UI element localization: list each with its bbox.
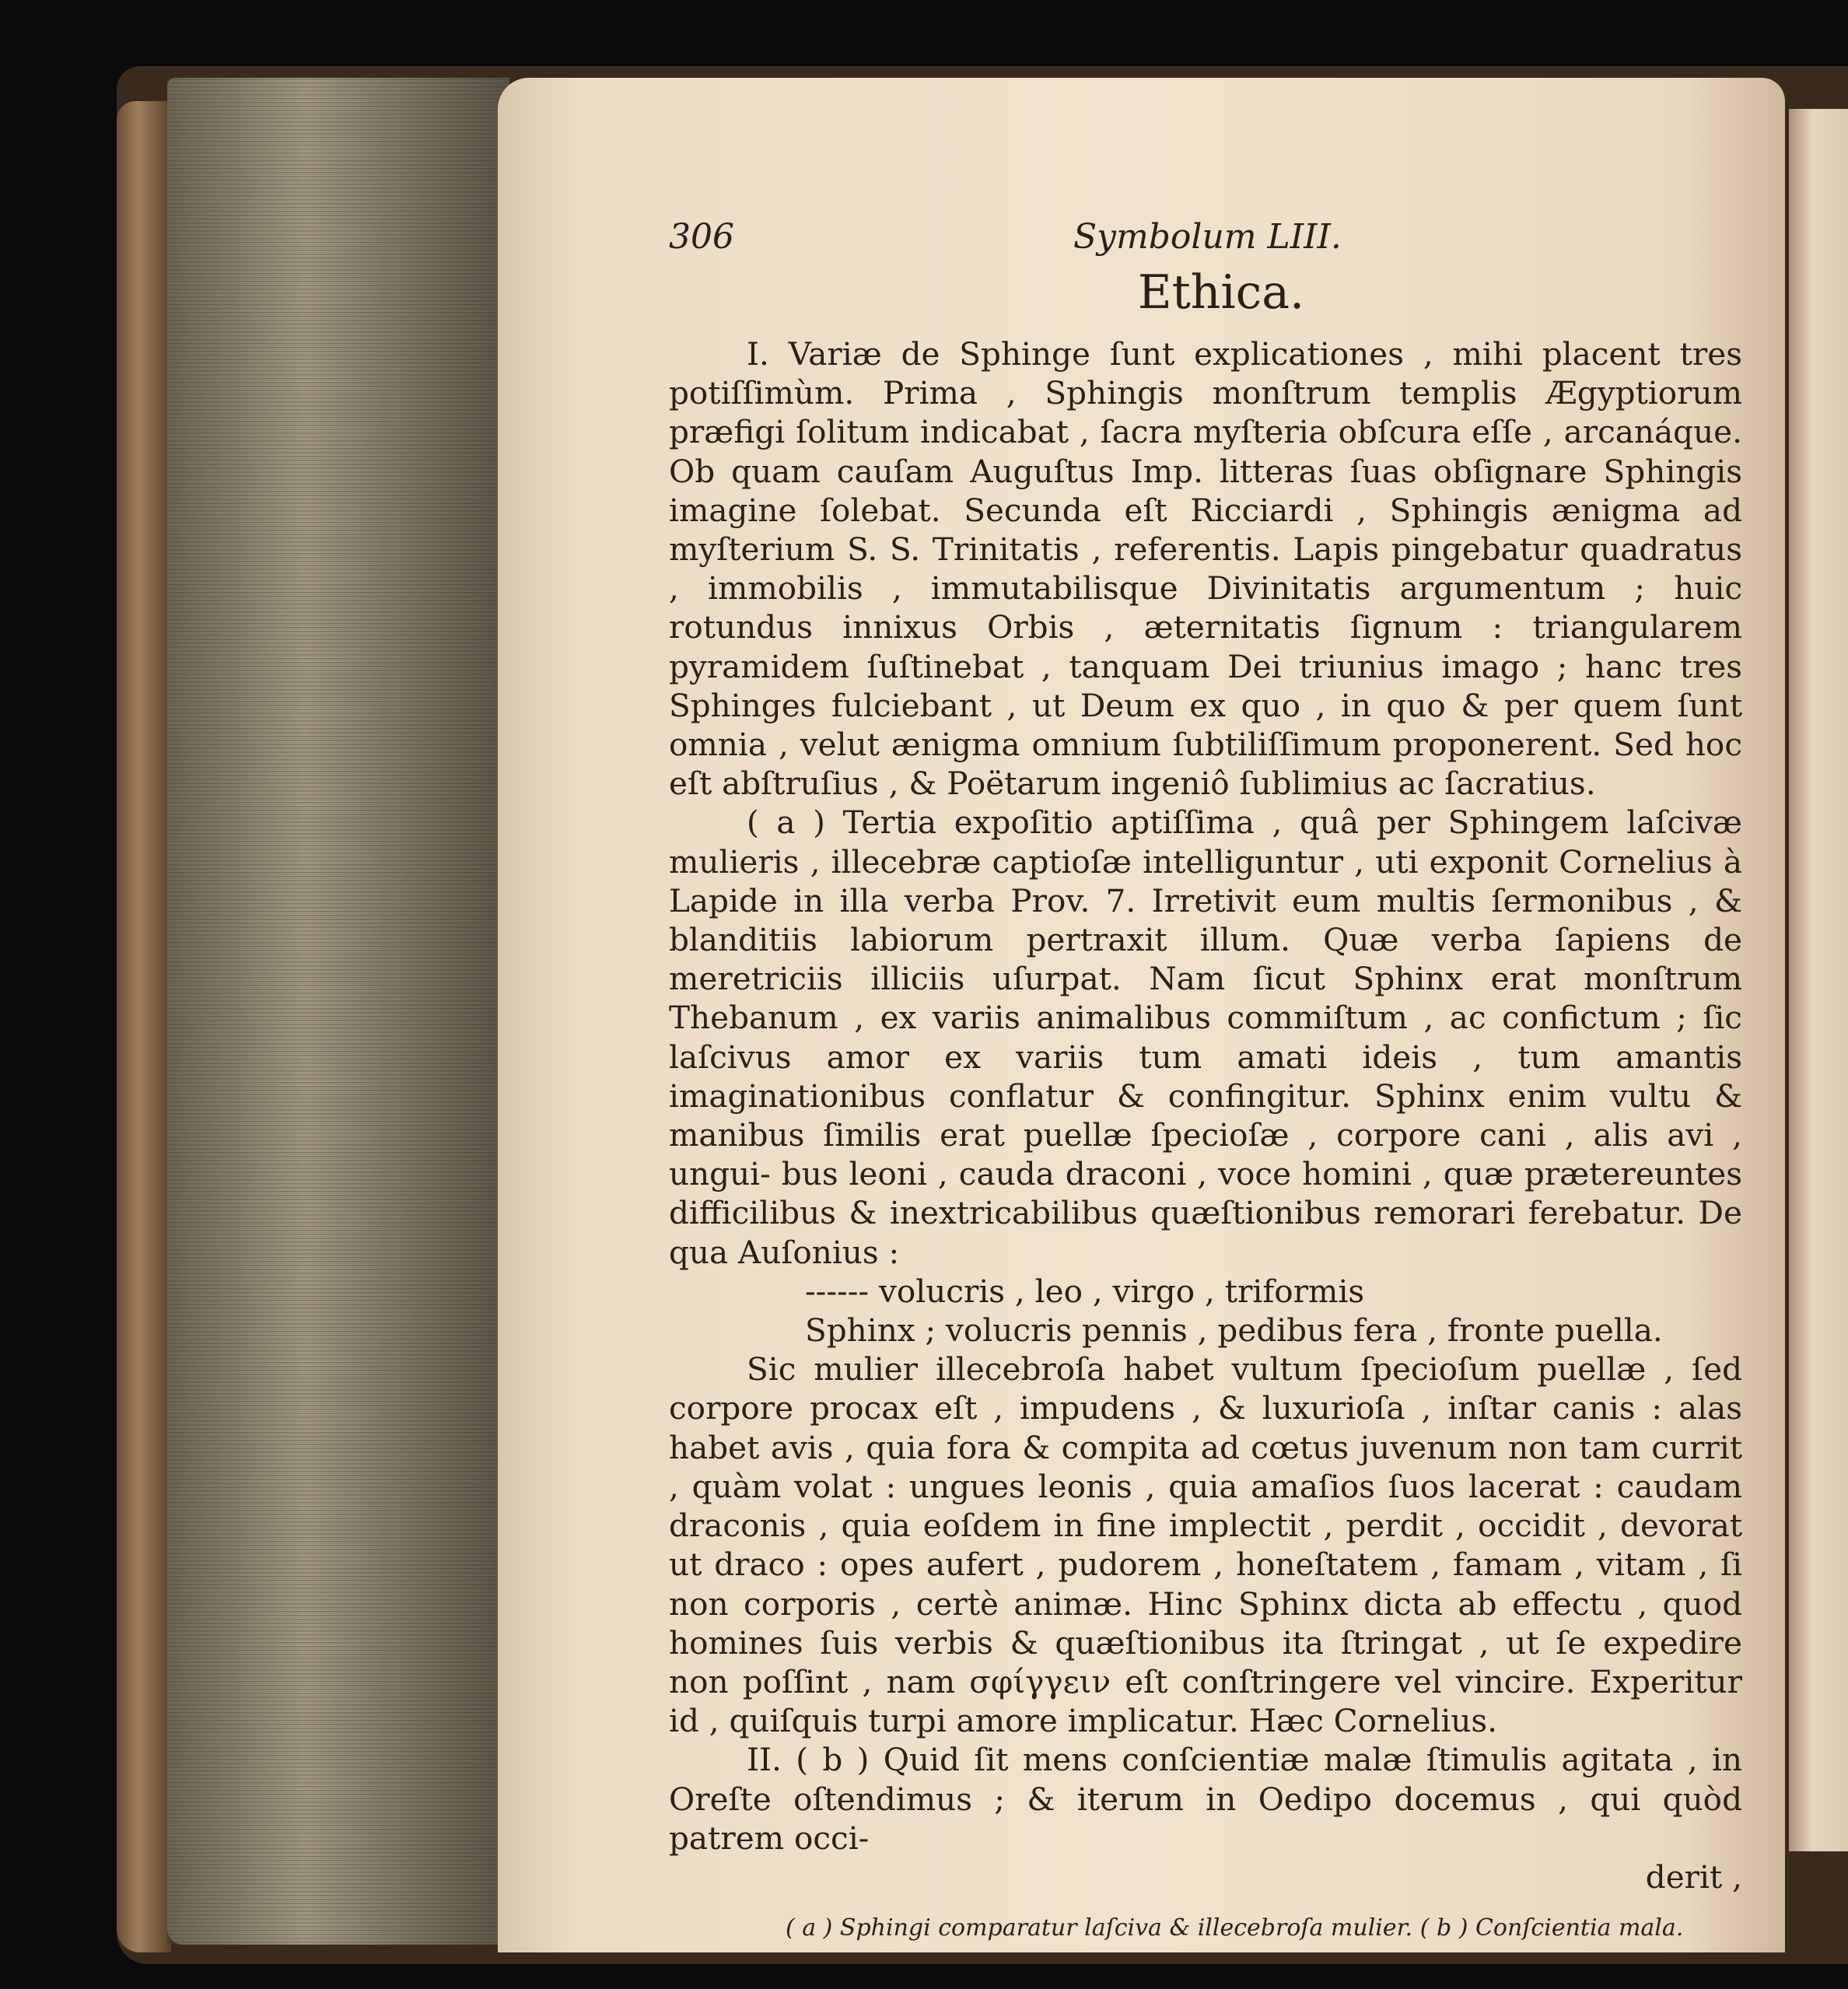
paragraph-1: I. Variæ de Sphinge ſunt explicationes , mihi placent tres potiſſimùm. Prima , Sphingis monſtrum templis Ægyptiorum præfigi ſolitum indicabat , ſacra myſteria obſcura eſſe , arcanáque. Ob quam cauſam Auguſtus Imp. litteras ſuas obſignare Sphingis imagine ſolebat. Secunda eſt Ricciardi , Sphingis ænigma ad myſterium S. S. Trinitatis , referentis. Lapis pingebatur quadratus , immobilis , immutabilisque Divinitatis argumentum ; huic rotundus innixus Orbis , æternitatis ſignum : triangularem pyramidem ſuſtinebat , tanquam Dei triunius imago ; hanc tres Sphinges fulciebant , ut Deum ex quo , in quo & per quem ſunt omnia , velut ænigma omnium ſubtiliſſimum proponerent. Sed hoc eſt abſtruſius , & Poëtarum ingeniô ſublimius ac ſacratius. — [669, 335, 1742, 803]
paragraph-3: Sic mulier illecebroſa habet vultum ſpecioſum puellæ , ſed corpore procax eſt , impudens , & luxurioſa , inſtar canis : alas habet avis , quia fora & compita ad cœtus juvenum non tam currit , quàm volat : ungues leonis , quia amaſios ſuos lacerat : caudam draconis , quia eoſdem in fine implectit , perdit , occidit , devorat ut draco : opes aufert , pudorem , honeſtatem , famam , vitam , ſi non corporis , certè animæ. Hinc Sphinx dicta ab effectu , quod homines ſuis verbis & quæſtionibus ita ſtringat , ut ſe expedire non poſſint , nam σφίγγειν eſt conſtringere vel vincire. Experitur id , quiſquis turpi amore implicatur. Hæc Cornelius. — [669, 1350, 1742, 1740]
running-head: Symbolum LIII. — [1073, 217, 1342, 257]
paragraph-4: II. ( b ) Quid ſit mens conſcientiæ malæ ſtimulis agitata , in Oreſte oſtendimus ; & iterum in Oedipo docemus , qui quòd patrem occi- — [669, 1741, 1742, 1857]
facing-page-edge — [1789, 109, 1848, 1851]
paragraph-2: ( a ) Tertia expoſitio aptiſſima , quâ per Sphingem laſcivæ mulieris , illecebræ captioſæ intelliguntur , uti exponit Cornelius à Lapide in illa verba Prov. 7. Irretivit eum multis ſermonibus , & blanditiis labiorum pertraxit illum. Quæ verba ſapiens de meretriciis illiciis uſurpat. Nam ſicut Sphinx erat monſtrum Thebanum , ex variis animalibus commiſtum , ac confictum ; ſic laſcivus amor ex variis tum amati ideis , tum amantis imaginationibus conflatur & confingitur. Sphinx enim vultu & manibus ſimilis erat puellæ ſpecioſæ , corpore cani , alis avi , ungui- bus leoni , cauda draconi , voce homini , quæ prætereuntes difficilibus & inextricabilibus quæſtionibus remorari ferebatur. De qua Auſonius : — [669, 804, 1742, 1271]
catchword: derit , — [1645, 1858, 1742, 1896]
page-text — [669, 218, 1742, 1948]
verse-line-1: ------ volucris , leo , virgo , triformis — [805, 1272, 1365, 1310]
section-title: Ethica. — [1137, 265, 1305, 320]
page-number: 306 — [669, 217, 734, 257]
book-cover-edge — [117, 101, 171, 1952]
footnote-spacer — [669, 1896, 1742, 1904]
page-edges — [167, 78, 509, 1945]
page-header — [669, 218, 1742, 268]
verse-line-2: Sphinx ; volucris pennis , pedibus fera , fronte puella. — [805, 1311, 1663, 1350]
footnote: ( a ) Sphingi comparatur laſciva & illecebroſa mulier. ( b ) Conſcientia mala. — [786, 1914, 1684, 1942]
